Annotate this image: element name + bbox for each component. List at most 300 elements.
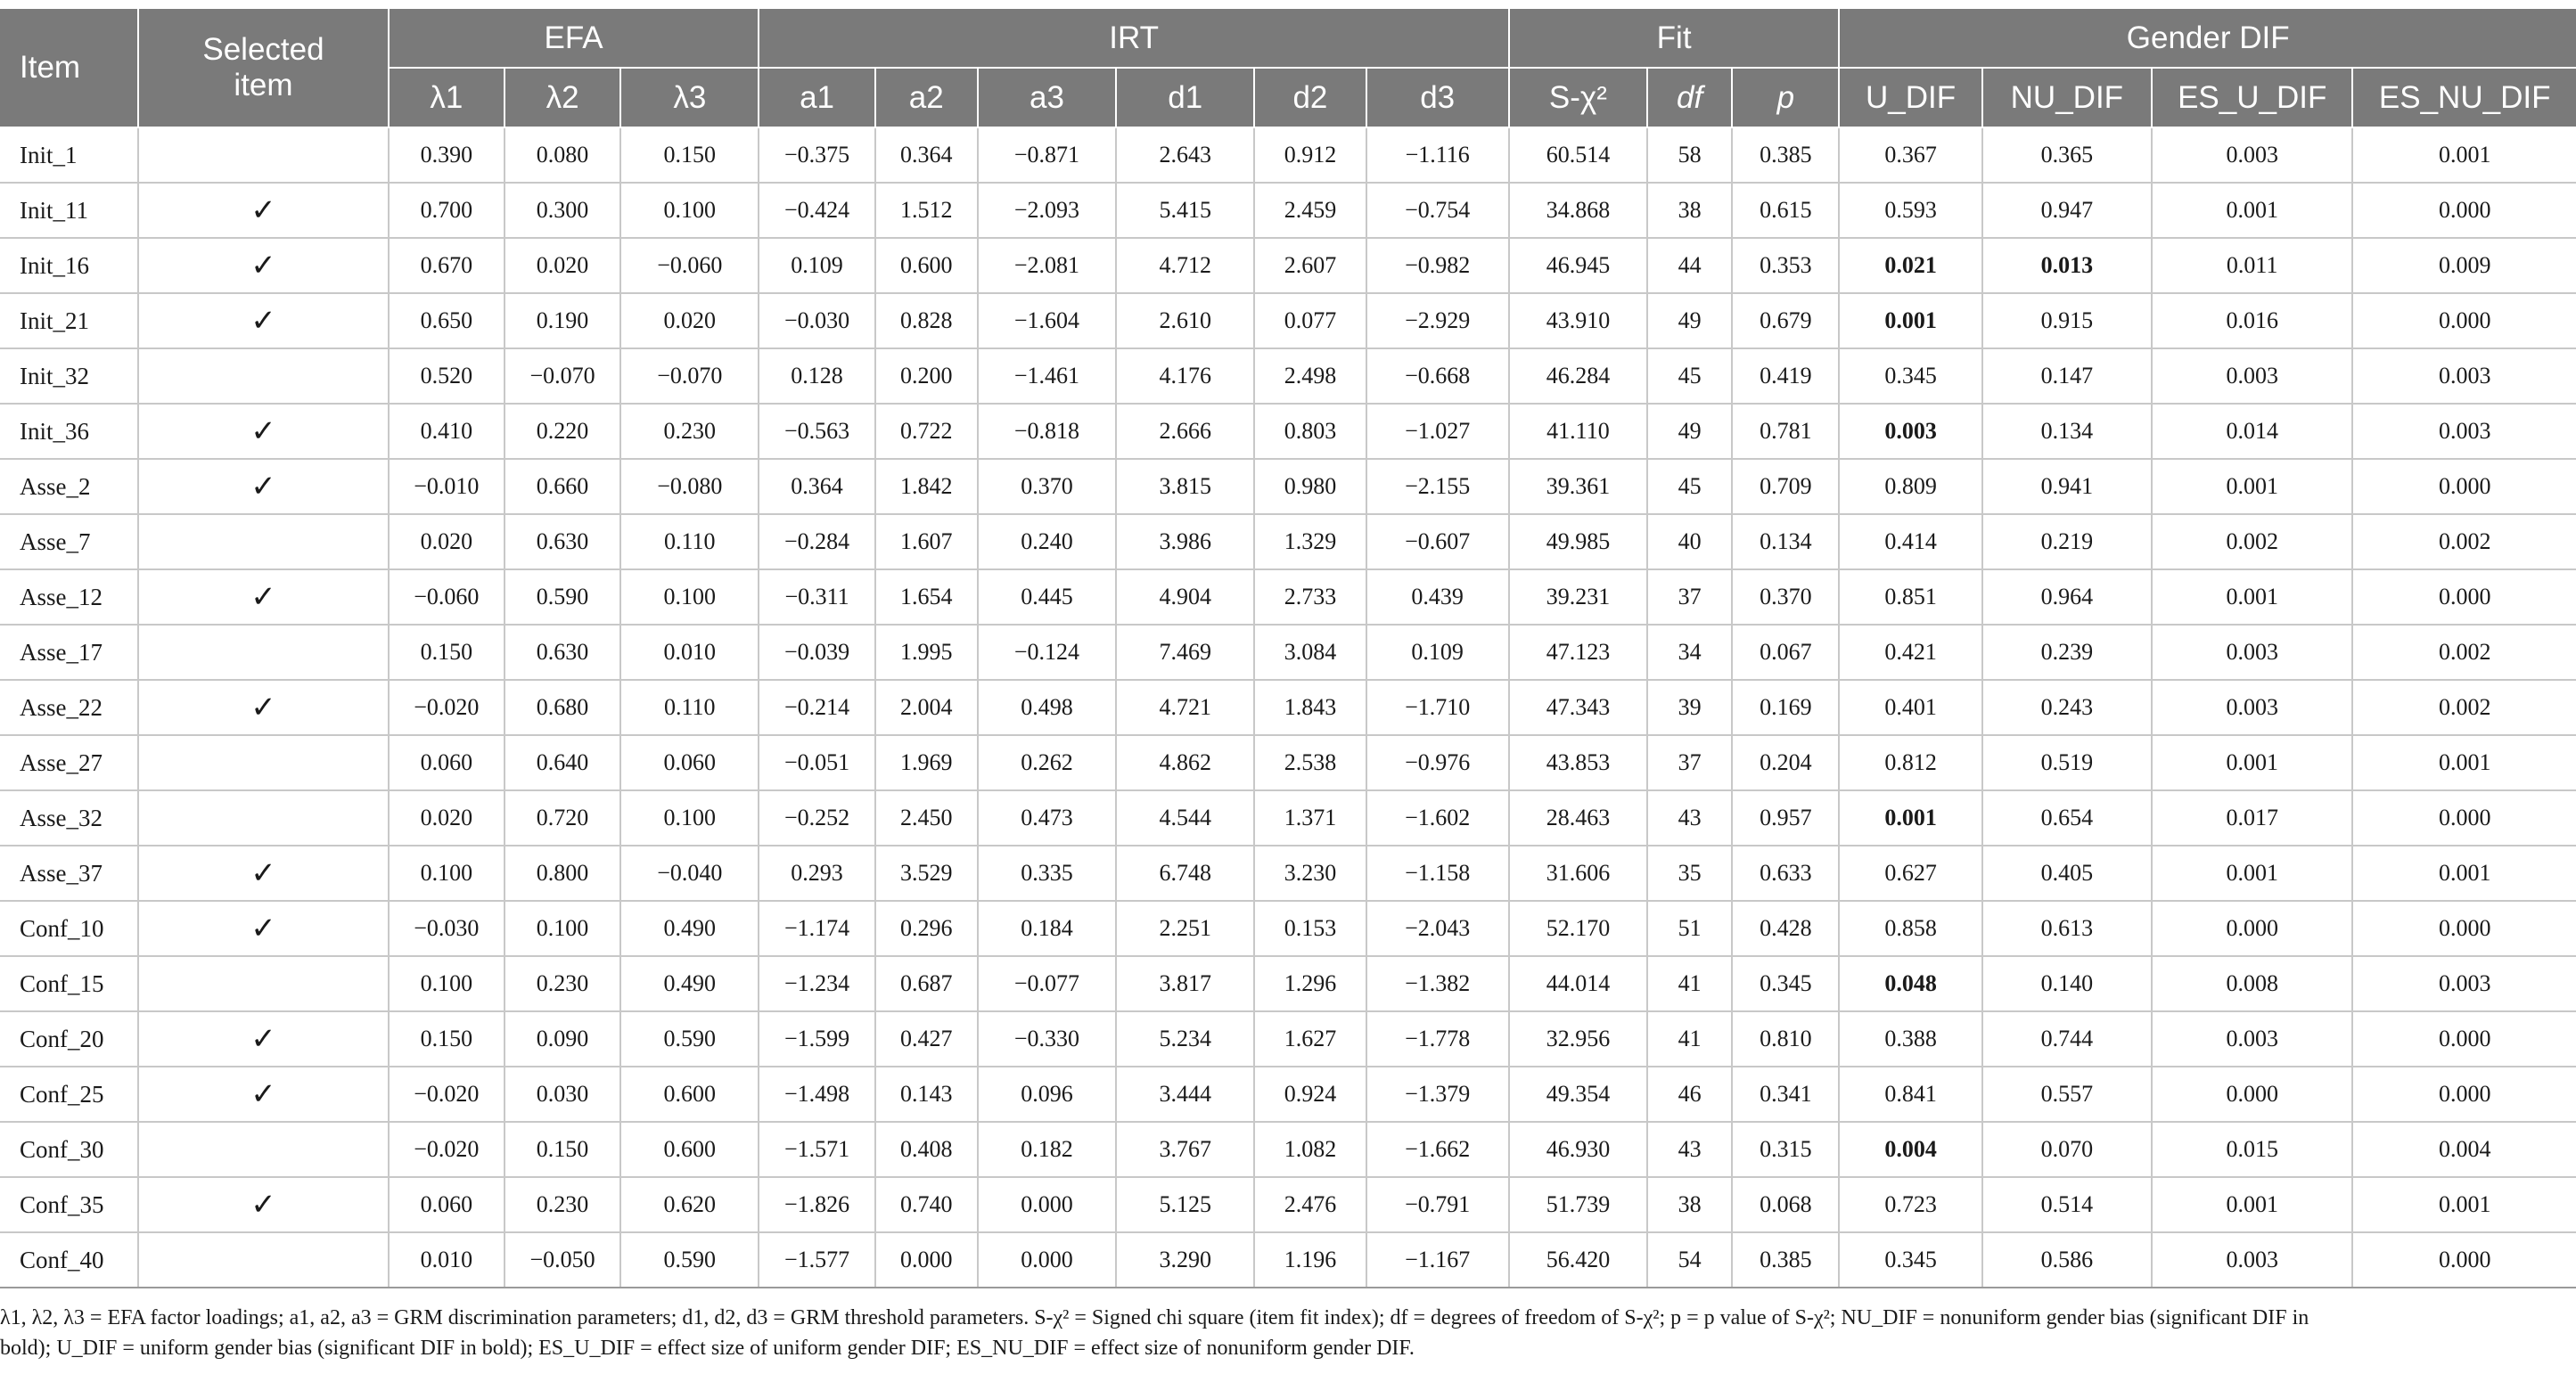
nu-dif-cell: 0.239 <box>1982 625 2152 680</box>
header-group-fit: Fit <box>1509 9 1840 68</box>
a2-cell: 1.842 <box>875 459 978 514</box>
a1-cell: −1.234 <box>759 956 874 1011</box>
lambda1-cell: 0.700 <box>389 183 505 238</box>
p-value-cell: 0.169 <box>1732 680 1839 735</box>
d1-cell: 7.469 <box>1116 625 1254 680</box>
es-u-dif-cell: 0.003 <box>2152 1011 2352 1067</box>
table-footnote <box>0 1303 2558 1363</box>
p-value-cell: 0.345 <box>1732 956 1839 1011</box>
a2-cell: 3.529 <box>875 846 978 901</box>
header-lambda2: λ2 <box>505 68 620 127</box>
a1-cell: −1.571 <box>759 1122 874 1177</box>
d2-cell: 3.084 <box>1254 625 1366 680</box>
lambda3-cell: 0.020 <box>620 293 759 348</box>
d3-cell: −0.791 <box>1366 1177 1509 1232</box>
df-cell: 41 <box>1647 1011 1732 1067</box>
d3-cell: −0.982 <box>1366 238 1509 293</box>
es-u-dif-cell: 0.017 <box>2152 790 2352 846</box>
d1-cell: 3.290 <box>1116 1232 1254 1288</box>
a1-cell: −1.174 <box>759 901 874 956</box>
selected-check-cell: ✓ <box>138 569 388 625</box>
selected-check-cell: ✓ <box>138 238 388 293</box>
d2-cell: 1.329 <box>1254 514 1366 569</box>
item-name-cell: Asse_12 <box>0 569 138 625</box>
footnote-line-2: bold); U_DIF = uniform gender bias (significant DIF in bold); ES_U_DIF = effect size of uniform gender DIF; ES_NU_DIF = effect size of nonuniform gender DIF. <box>0 1337 1415 1360</box>
selected-check-cell <box>138 956 388 1011</box>
d3-cell: −1.710 <box>1366 680 1509 735</box>
lambda3-cell: 0.100 <box>620 183 759 238</box>
selected-check-cell: ✓ <box>138 293 388 348</box>
item-name-cell: Asse_22 <box>0 680 138 735</box>
table-row <box>0 238 2576 293</box>
d2-cell: 2.607 <box>1254 238 1366 293</box>
a1-cell: −0.030 <box>759 293 874 348</box>
lambda3-cell: 0.110 <box>620 514 759 569</box>
a2-cell: 1.654 <box>875 569 978 625</box>
item-name-cell: Init_32 <box>0 348 138 404</box>
nu-dif-cell: 0.654 <box>1982 790 2152 846</box>
a3-cell: −0.124 <box>978 625 1116 680</box>
table-row <box>0 625 2576 680</box>
d2-cell: 3.230 <box>1254 846 1366 901</box>
d3-cell: −1.662 <box>1366 1122 1509 1177</box>
df-cell: 49 <box>1647 293 1732 348</box>
table-row <box>0 956 2576 1011</box>
a3-cell: 0.498 <box>978 680 1116 735</box>
item-name-cell: Asse_37 <box>0 846 138 901</box>
s-chi-square-cell: 28.463 <box>1509 790 1647 846</box>
header-es-u-dif: ES_U_DIF <box>2152 68 2352 127</box>
selected-check-cell <box>138 348 388 404</box>
lambda3-cell: 0.060 <box>620 735 759 790</box>
df-cell: 40 <box>1647 514 1732 569</box>
lambda2-cell: 0.300 <box>505 183 620 238</box>
es-u-dif-cell: 0.003 <box>2152 348 2352 404</box>
u-dif-cell: 0.841 <box>1839 1067 1981 1122</box>
lambda1-cell: 0.670 <box>389 238 505 293</box>
item-name-cell: Conf_30 <box>0 1122 138 1177</box>
nu-dif-cell: 0.243 <box>1982 680 2152 735</box>
lambda1-cell: 0.010 <box>389 1232 505 1288</box>
lambda1-cell: 0.150 <box>389 1011 505 1067</box>
item-name-cell: Conf_10 <box>0 901 138 956</box>
df-cell: 44 <box>1647 238 1732 293</box>
d1-cell: 4.862 <box>1116 735 1254 790</box>
u-dif-cell: 0.414 <box>1839 514 1981 569</box>
es-nu-dif-cell: 0.000 <box>2352 790 2576 846</box>
lambda3-cell: 0.620 <box>620 1177 759 1232</box>
header-u-dif: U_DIF <box>1839 68 1981 127</box>
a2-cell: 2.004 <box>875 680 978 735</box>
a2-cell: 0.828 <box>875 293 978 348</box>
results-table-container <box>0 9 2576 1288</box>
header-lambda3: λ3 <box>620 68 759 127</box>
df-cell: 37 <box>1647 735 1732 790</box>
es-nu-dif-cell: 0.003 <box>2352 404 2576 459</box>
nu-dif-cell: 0.744 <box>1982 1011 2152 1067</box>
es-nu-dif-cell: 0.000 <box>2352 293 2576 348</box>
table-row <box>0 293 2576 348</box>
es-u-dif-cell: 0.001 <box>2152 735 2352 790</box>
p-value-cell: 0.679 <box>1732 293 1839 348</box>
df-cell: 46 <box>1647 1067 1732 1122</box>
a1-cell: −1.498 <box>759 1067 874 1122</box>
lambda2-cell: 0.080 <box>505 127 620 183</box>
a1-cell: −0.214 <box>759 680 874 735</box>
lambda2-cell: 0.100 <box>505 901 620 956</box>
selected-check-cell: ✓ <box>138 901 388 956</box>
a3-cell: 0.184 <box>978 901 1116 956</box>
lambda3-cell: −0.070 <box>620 348 759 404</box>
d1-cell: 4.712 <box>1116 238 1254 293</box>
table-header <box>0 9 2576 127</box>
d3-cell: −2.155 <box>1366 459 1509 514</box>
es-nu-dif-cell: 0.009 <box>2352 238 2576 293</box>
header-s-chi-square: S-χ² <box>1509 68 1647 127</box>
a3-cell: −1.461 <box>978 348 1116 404</box>
lambda2-cell: −0.070 <box>505 348 620 404</box>
table-row <box>0 735 2576 790</box>
d2-cell: 1.196 <box>1254 1232 1366 1288</box>
a2-cell: 2.450 <box>875 790 978 846</box>
lambda3-cell: 0.010 <box>620 625 759 680</box>
lambda3-cell: −0.040 <box>620 846 759 901</box>
lambda2-cell: 0.640 <box>505 735 620 790</box>
es-u-dif-cell: 0.000 <box>2152 1067 2352 1122</box>
df-cell: 37 <box>1647 569 1732 625</box>
es-u-dif-cell: 0.016 <box>2152 293 2352 348</box>
item-name-cell: Asse_27 <box>0 735 138 790</box>
lambda1-cell: −0.020 <box>389 1067 505 1122</box>
a2-cell: 0.600 <box>875 238 978 293</box>
p-value-cell: 0.385 <box>1732 1232 1839 1288</box>
d2-cell: 1.296 <box>1254 956 1366 1011</box>
s-chi-square-cell: 47.343 <box>1509 680 1647 735</box>
lambda1-cell: 0.020 <box>389 514 505 569</box>
df-cell: 34 <box>1647 625 1732 680</box>
a2-cell: 0.722 <box>875 404 978 459</box>
a1-cell: −0.051 <box>759 735 874 790</box>
table-row <box>0 1177 2576 1232</box>
table-row <box>0 569 2576 625</box>
p-value-cell: 0.419 <box>1732 348 1839 404</box>
header-group-gender-dif: Gender DIF <box>1839 9 2576 68</box>
lambda3-cell: −0.060 <box>620 238 759 293</box>
es-nu-dif-cell: 0.000 <box>2352 1011 2576 1067</box>
a3-cell: 0.000 <box>978 1177 1116 1232</box>
selected-check-cell <box>138 1122 388 1177</box>
a1-cell: 0.128 <box>759 348 874 404</box>
s-chi-square-cell: 56.420 <box>1509 1232 1647 1288</box>
es-u-dif-cell: 0.003 <box>2152 1232 2352 1288</box>
header-a3: a3 <box>978 68 1116 127</box>
d3-cell: −0.976 <box>1366 735 1509 790</box>
a3-cell: −1.604 <box>978 293 1116 348</box>
d2-cell: 2.538 <box>1254 735 1366 790</box>
p-value-cell: 0.204 <box>1732 735 1839 790</box>
a3-cell: 0.473 <box>978 790 1116 846</box>
lambda1-cell: 0.100 <box>389 846 505 901</box>
lambda2-cell: −0.050 <box>505 1232 620 1288</box>
d2-cell: 2.498 <box>1254 348 1366 404</box>
lambda3-cell: 0.110 <box>620 680 759 735</box>
a1-cell: 0.364 <box>759 459 874 514</box>
lambda1-cell: 0.060 <box>389 735 505 790</box>
p-value-cell: 0.353 <box>1732 238 1839 293</box>
nu-dif-cell: 0.070 <box>1982 1122 2152 1177</box>
d1-cell: 2.643 <box>1116 127 1254 183</box>
lambda2-cell: 0.150 <box>505 1122 620 1177</box>
nu-dif-cell: 0.941 <box>1982 459 2152 514</box>
header-a2: a2 <box>875 68 978 127</box>
s-chi-square-cell: 31.606 <box>1509 846 1647 901</box>
d2-cell: 1.843 <box>1254 680 1366 735</box>
es-nu-dif-cell: 0.000 <box>2352 901 2576 956</box>
u-dif-cell: 0.593 <box>1839 183 1981 238</box>
nu-dif-cell: 0.947 <box>1982 183 2152 238</box>
p-value-cell: 0.810 <box>1732 1011 1839 1067</box>
item-analysis-table <box>0 9 2576 1288</box>
u-dif-cell: 0.812 <box>1839 735 1981 790</box>
es-nu-dif-cell: 0.000 <box>2352 1232 2576 1288</box>
d3-cell: −1.027 <box>1366 404 1509 459</box>
s-chi-square-cell: 46.930 <box>1509 1122 1647 1177</box>
s-chi-square-cell: 44.014 <box>1509 956 1647 1011</box>
d1-cell: 5.234 <box>1116 1011 1254 1067</box>
p-value-cell: 0.370 <box>1732 569 1839 625</box>
header-lambda1: λ1 <box>389 68 505 127</box>
p-value-cell: 0.633 <box>1732 846 1839 901</box>
lambda2-cell: 0.090 <box>505 1011 620 1067</box>
a3-cell: 0.370 <box>978 459 1116 514</box>
selected-check-cell: ✓ <box>138 1067 388 1122</box>
u-dif-cell: 0.001 <box>1839 293 1981 348</box>
u-dif-cell: 0.001 <box>1839 790 1981 846</box>
s-chi-square-cell: 49.354 <box>1509 1067 1647 1122</box>
d3-cell: −0.607 <box>1366 514 1509 569</box>
d1-cell: 2.251 <box>1116 901 1254 956</box>
table-row <box>0 1011 2576 1067</box>
es-nu-dif-cell: 0.000 <box>2352 1067 2576 1122</box>
header-d1: d1 <box>1116 68 1254 127</box>
selected-check-cell <box>138 514 388 569</box>
a3-cell: −0.077 <box>978 956 1116 1011</box>
lambda2-cell: 0.020 <box>505 238 620 293</box>
a1-cell: −1.577 <box>759 1232 874 1288</box>
df-cell: 39 <box>1647 680 1732 735</box>
header-group-efa: EFA <box>389 9 759 68</box>
a3-cell: 0.240 <box>978 514 1116 569</box>
lambda1-cell: 0.060 <box>389 1177 505 1232</box>
df-cell: 38 <box>1647 1177 1732 1232</box>
d3-cell: −2.929 <box>1366 293 1509 348</box>
df-cell: 41 <box>1647 956 1732 1011</box>
a2-cell: 0.408 <box>875 1122 978 1177</box>
table-row <box>0 790 2576 846</box>
a1-cell: −0.039 <box>759 625 874 680</box>
a1-cell: −0.252 <box>759 790 874 846</box>
es-u-dif-cell: 0.001 <box>2152 459 2352 514</box>
selected-check-cell: ✓ <box>138 404 388 459</box>
header-p: p <box>1732 68 1839 127</box>
lambda3-cell: 0.490 <box>620 901 759 956</box>
es-nu-dif-cell: 0.000 <box>2352 459 2576 514</box>
table-row <box>0 127 2576 183</box>
item-name-cell: Init_36 <box>0 404 138 459</box>
u-dif-cell: 0.858 <box>1839 901 1981 956</box>
s-chi-square-cell: 52.170 <box>1509 901 1647 956</box>
header-df: df <box>1647 68 1732 127</box>
a3-cell: 0.335 <box>978 846 1116 901</box>
p-value-cell: 0.067 <box>1732 625 1839 680</box>
a1-cell: −0.311 <box>759 569 874 625</box>
es-u-dif-cell: 0.001 <box>2152 846 2352 901</box>
d2-cell: 0.803 <box>1254 404 1366 459</box>
d2-cell: 0.153 <box>1254 901 1366 956</box>
d3-cell: 0.109 <box>1366 625 1509 680</box>
es-nu-dif-cell: 0.002 <box>2352 514 2576 569</box>
df-cell: 45 <box>1647 459 1732 514</box>
s-chi-square-cell: 46.945 <box>1509 238 1647 293</box>
a2-cell: 1.607 <box>875 514 978 569</box>
a1-cell: −1.826 <box>759 1177 874 1232</box>
item-name-cell: Asse_17 <box>0 625 138 680</box>
lambda2-cell: 0.720 <box>505 790 620 846</box>
s-chi-square-cell: 49.985 <box>1509 514 1647 569</box>
es-u-dif-cell: 0.001 <box>2152 1177 2352 1232</box>
lambda3-cell: 0.100 <box>620 569 759 625</box>
s-chi-square-cell: 39.231 <box>1509 569 1647 625</box>
es-nu-dif-cell: 0.001 <box>2352 735 2576 790</box>
p-value-cell: 0.341 <box>1732 1067 1839 1122</box>
d2-cell: 1.627 <box>1254 1011 1366 1067</box>
u-dif-cell: 0.345 <box>1839 348 1981 404</box>
lambda1-cell: −0.030 <box>389 901 505 956</box>
df-cell: 38 <box>1647 183 1732 238</box>
a2-cell: 0.740 <box>875 1177 978 1232</box>
item-name-cell: Init_1 <box>0 127 138 183</box>
df-cell: 49 <box>1647 404 1732 459</box>
a2-cell: 0.143 <box>875 1067 978 1122</box>
a1-cell: −0.284 <box>759 514 874 569</box>
table-row <box>0 1122 2576 1177</box>
item-name-cell: Asse_32 <box>0 790 138 846</box>
es-nu-dif-cell: 0.003 <box>2352 348 2576 404</box>
a3-cell: −0.330 <box>978 1011 1116 1067</box>
nu-dif-cell: 0.964 <box>1982 569 2152 625</box>
es-u-dif-cell: 0.015 <box>2152 1122 2352 1177</box>
es-u-dif-cell: 0.001 <box>2152 183 2352 238</box>
d3-cell: −1.778 <box>1366 1011 1509 1067</box>
table-row <box>0 680 2576 735</box>
a3-cell: −2.081 <box>978 238 1116 293</box>
table-row <box>0 514 2576 569</box>
d1-cell: 3.815 <box>1116 459 1254 514</box>
nu-dif-cell: 0.365 <box>1982 127 2152 183</box>
es-nu-dif-cell: 0.001 <box>2352 1177 2576 1232</box>
d3-cell: −0.668 <box>1366 348 1509 404</box>
lambda2-cell: 0.590 <box>505 569 620 625</box>
es-u-dif-cell: 0.002 <box>2152 514 2352 569</box>
df-cell: 43 <box>1647 790 1732 846</box>
es-nu-dif-cell: 0.004 <box>2352 1122 2576 1177</box>
s-chi-square-cell: 47.123 <box>1509 625 1647 680</box>
lambda3-cell: 0.490 <box>620 956 759 1011</box>
lambda2-cell: 0.630 <box>505 625 620 680</box>
selected-check-cell: ✓ <box>138 1177 388 1232</box>
d2-cell: 2.459 <box>1254 183 1366 238</box>
lambda3-cell: 0.590 <box>620 1011 759 1067</box>
header-es-nu-dif: ES_NU_DIF <box>2352 68 2576 127</box>
a3-cell: −2.093 <box>978 183 1116 238</box>
p-value-cell: 0.428 <box>1732 901 1839 956</box>
es-u-dif-cell: 0.001 <box>2152 569 2352 625</box>
d3-cell: −1.379 <box>1366 1067 1509 1122</box>
d1-cell: 3.444 <box>1116 1067 1254 1122</box>
s-chi-square-cell: 39.361 <box>1509 459 1647 514</box>
a3-cell: 0.182 <box>978 1122 1116 1177</box>
header-d2: d2 <box>1254 68 1366 127</box>
selected-check-cell: ✓ <box>138 183 388 238</box>
a2-cell: 0.364 <box>875 127 978 183</box>
lambda2-cell: 0.630 <box>505 514 620 569</box>
d2-cell: 0.912 <box>1254 127 1366 183</box>
es-u-dif-cell: 0.003 <box>2152 625 2352 680</box>
p-value-cell: 0.385 <box>1732 127 1839 183</box>
d1-cell: 4.176 <box>1116 348 1254 404</box>
table-row <box>0 348 2576 404</box>
p-value-cell: 0.134 <box>1732 514 1839 569</box>
d1-cell: 5.125 <box>1116 1177 1254 1232</box>
lambda1-cell: −0.010 <box>389 459 505 514</box>
u-dif-cell: 0.367 <box>1839 127 1981 183</box>
s-chi-square-cell: 41.110 <box>1509 404 1647 459</box>
u-dif-cell: 0.851 <box>1839 569 1981 625</box>
nu-dif-cell: 0.405 <box>1982 846 2152 901</box>
header-selected-item: Selected item <box>138 9 388 127</box>
s-chi-square-cell: 43.910 <box>1509 293 1647 348</box>
item-name-cell: Asse_2 <box>0 459 138 514</box>
es-nu-dif-cell: 0.001 <box>2352 846 2576 901</box>
d1-cell: 2.610 <box>1116 293 1254 348</box>
lambda1-cell: 0.150 <box>389 625 505 680</box>
u-dif-cell: 0.021 <box>1839 238 1981 293</box>
d3-cell: −1.382 <box>1366 956 1509 1011</box>
a1-cell: −1.599 <box>759 1011 874 1067</box>
d1-cell: 5.415 <box>1116 183 1254 238</box>
table-row <box>0 183 2576 238</box>
d1-cell: 4.721 <box>1116 680 1254 735</box>
header-a1: a1 <box>759 68 874 127</box>
es-nu-dif-cell: 0.003 <box>2352 956 2576 1011</box>
d1-cell: 3.767 <box>1116 1122 1254 1177</box>
u-dif-cell: 0.388 <box>1839 1011 1981 1067</box>
nu-dif-cell: 0.613 <box>1982 901 2152 956</box>
d1-cell: 2.666 <box>1116 404 1254 459</box>
lambda1-cell: −0.060 <box>389 569 505 625</box>
lambda1-cell: 0.410 <box>389 404 505 459</box>
lambda3-cell: 0.150 <box>620 127 759 183</box>
nu-dif-cell: 0.514 <box>1982 1177 2152 1232</box>
header-item: Item <box>0 9 138 127</box>
lambda2-cell: 0.660 <box>505 459 620 514</box>
es-nu-dif-cell: 0.000 <box>2352 183 2576 238</box>
d1-cell: 3.986 <box>1116 514 1254 569</box>
p-value-cell: 0.781 <box>1732 404 1839 459</box>
header-group-irt: IRT <box>759 9 1508 68</box>
es-nu-dif-cell: 0.002 <box>2352 680 2576 735</box>
a3-cell: 0.262 <box>978 735 1116 790</box>
